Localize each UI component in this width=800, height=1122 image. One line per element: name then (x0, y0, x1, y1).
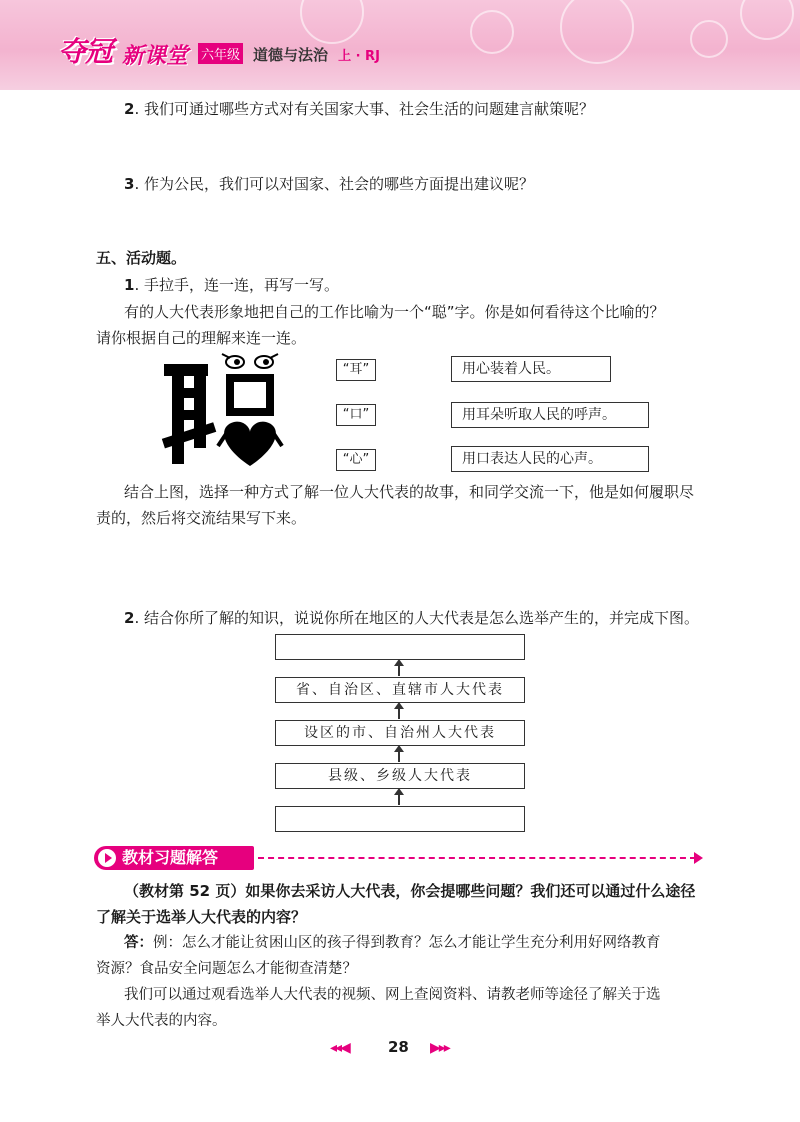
chip-heart[interactable]: “心” (336, 449, 376, 471)
flow-box-county: 县级、乡级人大代表 (275, 763, 525, 789)
up-arrow (398, 794, 400, 805)
banner-dashed-line (258, 857, 696, 859)
question-text: 作为公民，我们可以对国家、社会的哪些方面提出建议呢？ (143, 175, 534, 193)
answer-line2: 资源？食品安全问题怎么才能彻查清楚？ (96, 961, 357, 977)
chip-mouth[interactable]: “口” (336, 404, 376, 426)
grade-label: 六年级 (198, 43, 243, 64)
activity-number: 2 (124, 609, 135, 627)
activity-2-heading: 2. 结合你所了解的知识，说说你所在地区的人大代表是怎么选举产生的，并完成下图。 (124, 609, 699, 627)
play-icon (98, 849, 116, 867)
cong-character-illustration (160, 350, 285, 470)
activity-1-instruction-line1: 结合上图，选择一种方式了解一位人大代表的故事，和同学交流一下，他是如何履职尽 (124, 483, 695, 501)
question-2: 2. 我们可通过哪些方式对有关国家大事、社会生活的问题建言献策呢？ (124, 100, 594, 118)
activity-title: 手拉手，连一连，再写一写。 (143, 276, 339, 294)
page-right-arrows-icon: ▶▸▸ (430, 1040, 449, 1056)
flow-box-provincial: 省、自治区、直辖市人大代表 (275, 677, 525, 703)
flow-box-city: 设区的市、自治州人大代表 (275, 720, 525, 746)
answer-line4: 举人大代表的内容。 (96, 1013, 227, 1029)
activity-1-paragraph-line1: 有的人大代表形象地把自己的工作比喻为一个“聪”字。你是如何看待这个比喻的？ (124, 303, 665, 321)
chip-ear[interactable]: “耳” (336, 359, 376, 381)
flow-box-bottom-blank[interactable] (275, 806, 525, 832)
page-left-arrows-icon: ◂◂◀ (330, 1040, 349, 1056)
edition-label: 上 · RJ (338, 49, 380, 64)
subject-label: 道德与法治 (253, 46, 329, 64)
question-3: 3. 作为公民，我们可以对国家、社会的哪些方面提出建议呢？ (124, 175, 534, 193)
match-box-3[interactable]: 用口表达人民的心声。 (451, 446, 649, 472)
banner-label: 教材习题解答 (122, 848, 219, 867)
textbook-question-line1: （教材第 52 页）如果你去采访人大代表，你会提哪些问题？我们还可以通过什么途径 (124, 882, 696, 900)
page-number: 28 (388, 1038, 409, 1056)
activity-text: 结合你所了解的知识，说说你所在地区的人大代表是怎么选举产生的，并完成下图。 (143, 609, 699, 627)
brand-main-text: 夺冠 (58, 35, 113, 68)
question-text: 我们可通过哪些方式对有关国家大事、社会生活的问题建言献策呢？ (143, 100, 594, 118)
banner-arrow-icon (694, 852, 703, 864)
match-box-1[interactable]: 用心装着人民。 (451, 356, 611, 382)
up-arrow (398, 708, 400, 719)
up-arrow (398, 751, 400, 762)
answer-label: 答： (124, 934, 153, 951)
answer-text: 例：怎么才能让贫困山区的孩子得到教育？怎么才能让学生充分利用好网络教育 (153, 935, 661, 951)
match-box-2[interactable]: 用耳朵听取人民的呼声。 (451, 402, 649, 428)
flow-box-top-blank[interactable] (275, 634, 525, 660)
brand-sub-text: 新课堂 (122, 44, 189, 69)
answer-line1 (124, 932, 661, 954)
question-number: 2 (124, 100, 135, 118)
question-number: 3 (124, 175, 135, 193)
page-header-banner (0, 0, 800, 90)
activity-1-heading: 1. 手拉手，连一连，再写一写。 (124, 276, 339, 294)
section-title: 五、活动题。 (96, 249, 187, 267)
activity-1-instruction-line2: 责的，然后将交流结果写下来。 (96, 509, 307, 527)
textbook-answers-banner (94, 846, 254, 870)
brand-logo (58, 34, 380, 70)
up-arrow (398, 665, 400, 676)
activity-number: 1 (124, 276, 135, 294)
textbook-question-line2: 了解关于选举人大代表的内容？ (96, 908, 307, 926)
activity-1-paragraph-line2: 请你根据自己的理解来连一连。 (96, 329, 307, 347)
answer-line3: 我们可以通过观看选举人大代表的视频、网上查阅资料、请教老师等途径了解关于选 (124, 987, 661, 1003)
